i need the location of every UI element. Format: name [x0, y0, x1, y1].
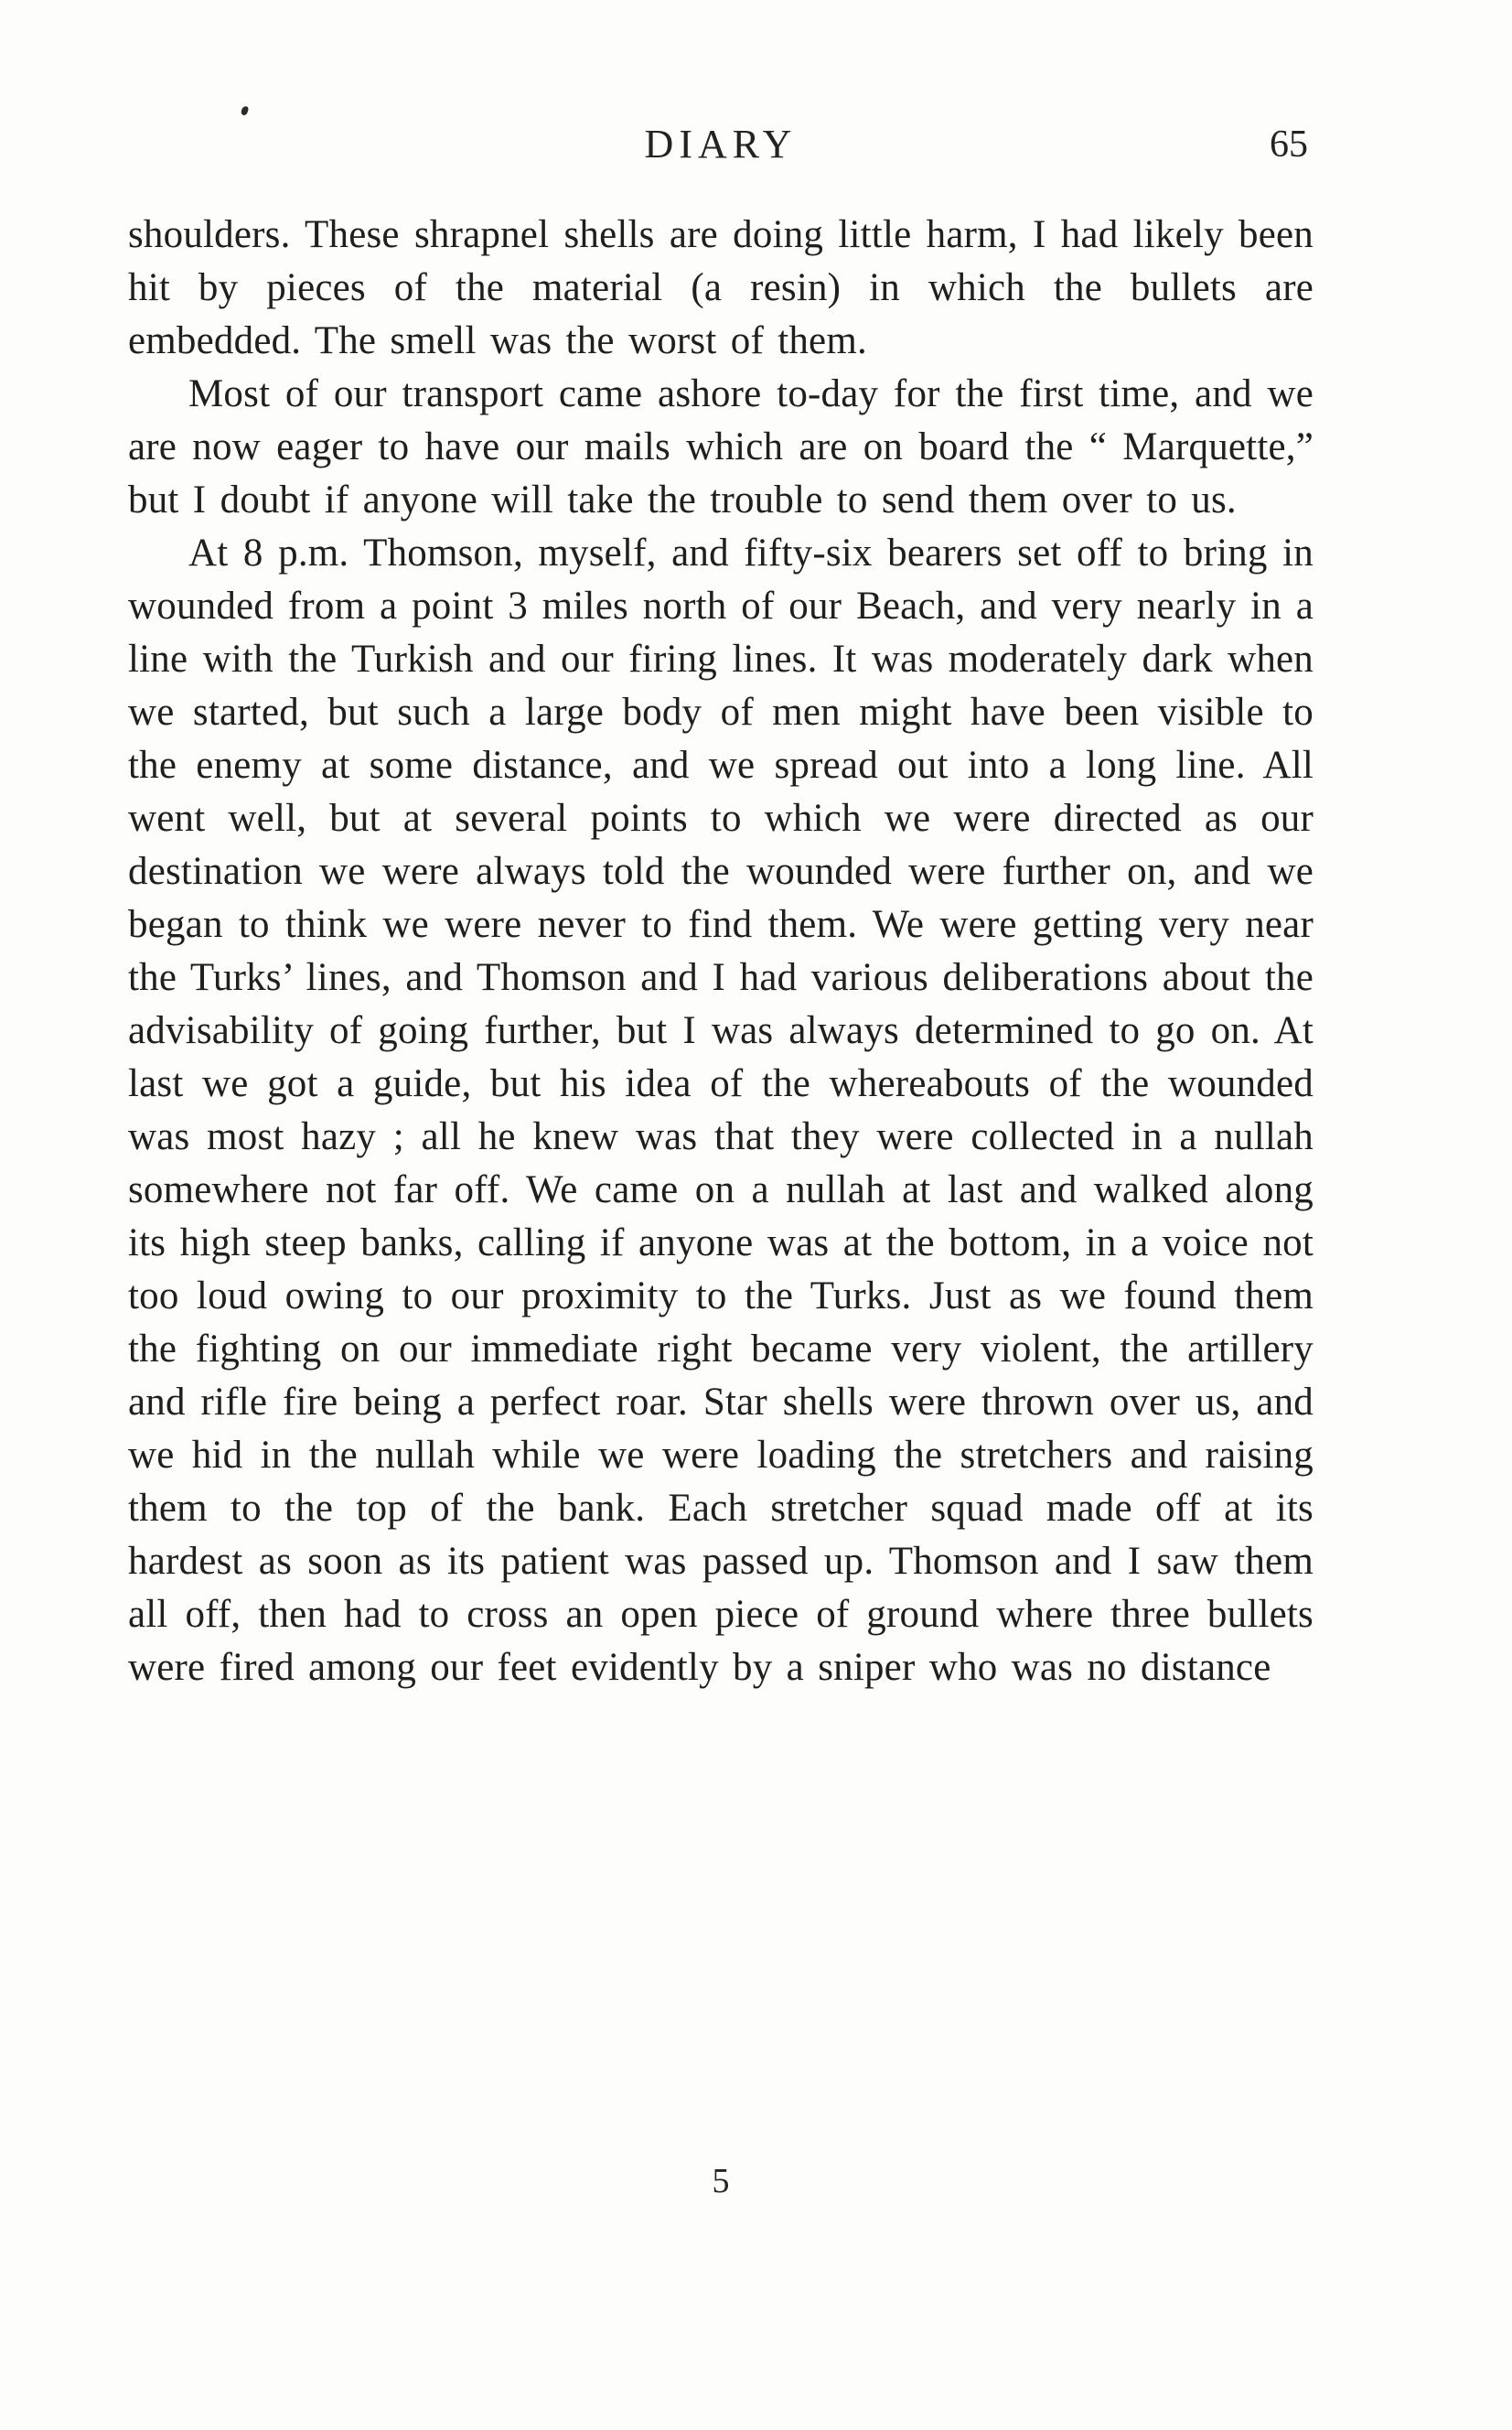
page-header — [128, 121, 1314, 176]
paragraph: At 8 p.m. Thomson, myself, and fifty-six bearers set off to bring in wounded from a point 3 miles north of our Beach, and very nearly in a line with the Turkish and our firing lines. It was moderately dark when we started, but such a large body of men might have been visible to the enemy at some distance, and we spread out into a long line. All went well, but at several points to which we were directed as our destination we were always told the wounded were further on, and we began to think we were never to find them. We were getting very near the Turks’ lines, and Thomson and I had various deliberations about the advisability of going further, but I was always determined to go on. At last we got a guide, but his idea of the whereabouts of the wounded was most hazy ; all he knew was that they were collected in a nullah somewhere not far off. We came on a nullah at last and walked along its high steep banks, calling if anyone was at the bottom, in a voice not too loud owing to our proximity to the Turks. Just as we found them the fighting on our immediate right became very violent, the artillery and rifle fire being a perfect roar. Star shells were thrown over us, and we hid in the nullah while we were loading the stretchers and raising them to the top of the bank. Each stretcher squad made off at its hardest as soon as its patient was passed up. Thomson and I saw them all off, then had to cross an open piece of ground where three bullets were fired among our feet evidently by a sniper who was no distance — [128, 532, 1314, 1689]
page-number: 65 — [1270, 124, 1308, 166]
signature-mark: 5 — [712, 2162, 730, 2200]
page-body — [128, 209, 1314, 1694]
paragraph: shoulders. These shrapnel shells are doing little harm, I had likely been hit by pieces of the material (a resin) in which the bullets are embedded. The smell was the worst of them. — [128, 213, 1314, 362]
ink-speck — [241, 105, 250, 116]
paragraph: Most of our transport came ashore to-day for the first time, and we are now eager to have our mails which are on board the “ Marquette,” but I doubt if anyone will take the trouble to send them over to us. — [128, 372, 1314, 521]
running-title: DIARY — [644, 122, 798, 167]
